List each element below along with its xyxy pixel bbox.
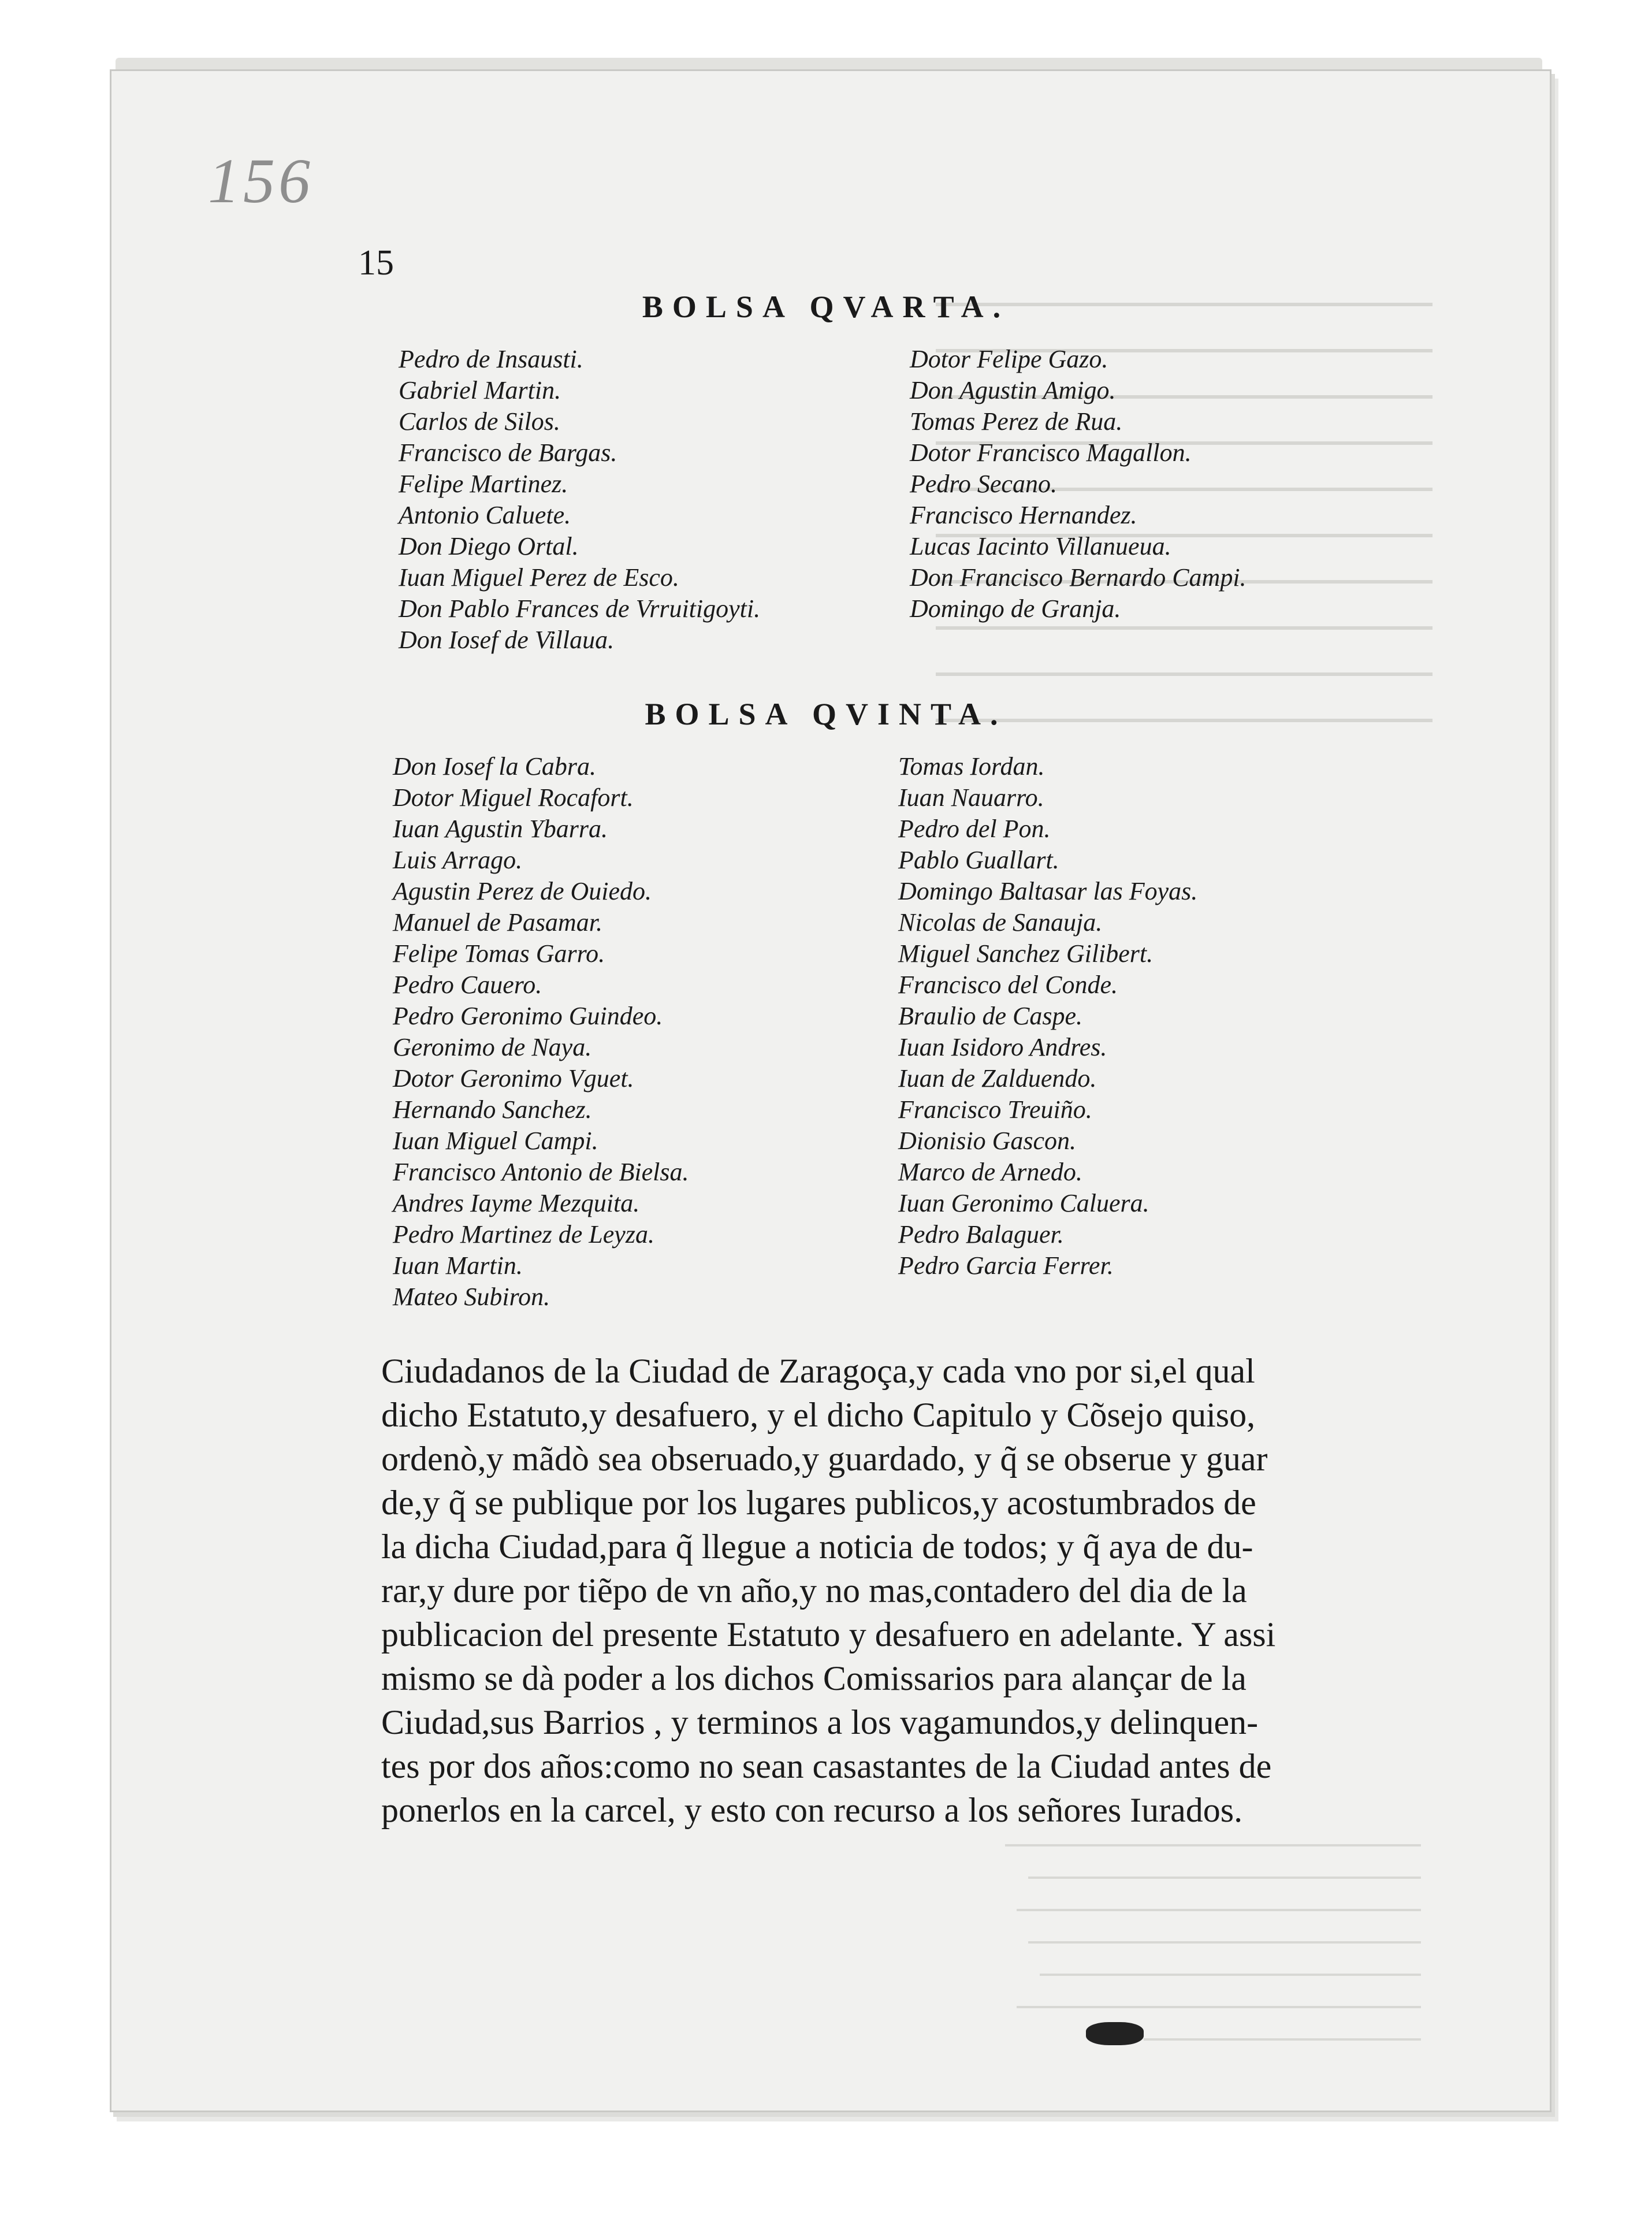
name-entry: Mateo Subiron. xyxy=(393,1283,550,1311)
name-entry: Nicolas de Sanauja. xyxy=(898,908,1103,937)
name-entry: Pablo Guallart. xyxy=(898,846,1059,874)
name-entry: Andres Iayme Mezquita. xyxy=(393,1189,640,1217)
name-entry: Francisco del Conde. xyxy=(898,971,1118,999)
text-line: publicacion del presente Estatuto y desafuero en adelante. Y assi xyxy=(381,1615,1276,1654)
name-entry: Iuan Miguel Perez de Esco. xyxy=(399,563,679,592)
name-entry: Geronimo de Naya. xyxy=(393,1033,592,1061)
name-entry: Pedro Martinez de Leyza. xyxy=(393,1220,654,1249)
name-entry: Lucas Iacinto Villanueua. xyxy=(910,532,1171,560)
name-entry: Don Francisco Bernardo Campi. xyxy=(910,563,1247,592)
name-entry: Iuan Agustin Ybarra. xyxy=(393,815,608,843)
name-entry: Dotor Geronimo Vguet. xyxy=(393,1064,634,1093)
bolsa-quinta-right-column xyxy=(898,751,1197,1281)
name-entry: Don Diego Ortal. xyxy=(399,532,579,560)
name-entry: Iuan Miguel Campi. xyxy=(393,1127,598,1155)
name-entry: Luis Arrago. xyxy=(393,846,523,874)
name-entry: Dotor Felipe Gazo. xyxy=(910,345,1108,373)
ink-blot xyxy=(1086,2022,1144,2045)
name-entry: Carlos de Silos. xyxy=(399,407,560,436)
name-entry: Don Iosef de Villaua. xyxy=(399,626,615,654)
name-entry: Felipe Tomas Garro. xyxy=(393,939,605,968)
name-entry: Tomas Perez de Rua. xyxy=(910,407,1123,436)
name-entry: Marco de Arnedo. xyxy=(898,1158,1082,1186)
name-entry: Hernando Sanchez. xyxy=(393,1095,592,1124)
name-entry: Iuan Nauarro. xyxy=(898,783,1044,812)
name-entry: Felipe Martinez. xyxy=(399,470,568,498)
name-entry: Dotor Miguel Rocafort. xyxy=(393,783,634,812)
name-entry: Don Iosef la Cabra. xyxy=(393,752,596,781)
name-entry: Pedro de Insausti. xyxy=(399,345,583,373)
name-entry: Dionisio Gascon. xyxy=(898,1127,1076,1155)
name-entry: Francisco Treuiño. xyxy=(898,1095,1092,1124)
text-line: Ciudad,sus Barrios , y terminos a los vagamundos,y delinquen- xyxy=(381,1703,1259,1741)
section-heading-bolsa-quinta: BOLSA QVINTA. xyxy=(645,697,1007,731)
name-entry: Iuan Isidoro Andres. xyxy=(898,1033,1107,1061)
name-entry: Manuel de Pasamar. xyxy=(393,908,602,937)
text-line: de,y q̃ se publique por los lugares publicos,y acostumbrados de xyxy=(381,1484,1256,1522)
name-entry: Don Pablo Frances de Vrruitigoyti. xyxy=(399,594,761,623)
statute-body-text xyxy=(381,1349,1375,1832)
text-line: dicho Estatuto,y desafuero, y el dicho Capitulo y Cõsejo quiso, xyxy=(381,1396,1256,1434)
name-entry: Iuan de Zalduendo. xyxy=(898,1064,1097,1093)
text-line: Ciudadanos de la Ciudad de Zaragoça,y cada vno por si,el qual xyxy=(381,1352,1255,1390)
name-entry: Don Agustin Amigo. xyxy=(910,376,1116,404)
name-entry: Francisco de Bargas. xyxy=(399,439,617,467)
name-entry: Domingo Baltasar las Foyas. xyxy=(898,877,1198,905)
name-entry: Domingo de Granja. xyxy=(910,594,1121,623)
name-entry: Gabriel Martin. xyxy=(399,376,561,404)
name-entry: Dotor Francisco Magallon. xyxy=(910,439,1192,467)
name-entry: Braulio de Caspe. xyxy=(898,1002,1082,1030)
name-entry: Iuan Martin. xyxy=(393,1251,523,1280)
name-entry: Iuan Geronimo Caluera. xyxy=(898,1189,1149,1217)
name-entry: Pedro Garcia Ferrer. xyxy=(898,1251,1114,1280)
text-line: mismo se dà poder a los dichos Comissarios para alançar de la xyxy=(381,1659,1247,1697)
text-line: la dicha Ciudad,para q̃ llegue a noticia de todos; y q̃ aya de du- xyxy=(381,1528,1253,1566)
text-line: ponerlos en la carcel, y esto con recurso a los señores Iurados. xyxy=(381,1791,1243,1829)
text-line: ordenò,y mãdò sea obseruado,y guardado, y q̃ se obserue y guar xyxy=(381,1440,1268,1478)
bolsa-quarta-left-column xyxy=(399,344,760,656)
name-entry: Antonio Caluete. xyxy=(399,501,571,529)
name-entry: Pedro Secano. xyxy=(910,470,1057,498)
bolsa-quarta-right-column xyxy=(910,344,1247,625)
name-entry: Francisco Hernandez. xyxy=(910,501,1137,529)
name-entry: Tomas Iordan. xyxy=(898,752,1045,781)
text-line: tes por dos años:como no sean casastantes de la Ciudad antes de xyxy=(381,1747,1272,1785)
bleed-through-names-right xyxy=(1017,1814,1421,2057)
pencil-folio-number: 156 xyxy=(208,146,314,216)
page-number: 15 xyxy=(358,243,394,283)
section-heading-bolsa-quarta: BOLSA QVARTA. xyxy=(642,289,1010,324)
text-line: rar,y dure por tiẽpo de vn año,y no mas,contadero del dia de la xyxy=(381,1571,1247,1610)
name-entry: Pedro Geronimo Guindeo. xyxy=(393,1002,663,1030)
name-entry: Pedro Balaguer. xyxy=(898,1220,1064,1249)
name-entry: Francisco Antonio de Bielsa. xyxy=(393,1158,689,1186)
name-entry: Pedro Cauero. xyxy=(393,971,542,999)
bolsa-quinta-left-column xyxy=(393,751,689,1313)
name-entry: Agustin Perez de Ouiedo. xyxy=(393,877,652,905)
name-entry: Miguel Sanchez Gilibert. xyxy=(898,939,1154,968)
name-entry: Pedro del Pon. xyxy=(898,815,1051,843)
